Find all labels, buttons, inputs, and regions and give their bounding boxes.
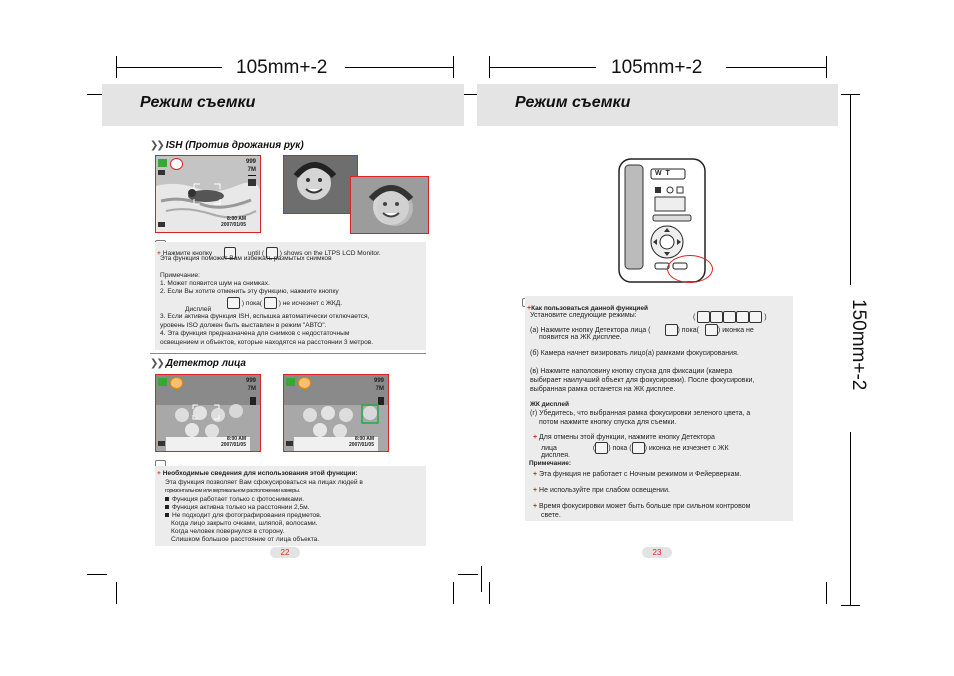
face-button-icon (665, 324, 678, 336)
remark-line: 4. Эта функция предназначена для снимков с недостаточным (160, 330, 350, 337)
dimension-line (850, 94, 851, 285)
note-text: Эта функция не работает с Ночным режимом и Фейерверкам. (539, 471, 742, 478)
page-number: 23 (642, 547, 672, 558)
page-title: Режим съемки (515, 94, 631, 111)
remark-line: освещением и объектов, которые находятся на расстоянии 3 метров. (160, 339, 374, 346)
note-text: свете. (541, 512, 561, 519)
dimension-line (726, 67, 826, 68)
mode-icons: ( ) (693, 311, 767, 323)
face-icon (705, 324, 718, 336)
ish-mode-icon (170, 158, 183, 170)
subheading: ЖК дисплей (530, 401, 569, 408)
section-heading-face: ❯❯ Детектор лица (150, 358, 246, 369)
note-text: Эта функция позволяет Вам сфокусироваться на лицах людей в (165, 479, 363, 486)
note-text: дисплея. (541, 452, 570, 459)
page-title: Режим съемки (140, 94, 256, 111)
note-text: Когда человек повернулся в сторону. (171, 528, 285, 535)
note-title: Необходимые сведения для использования этой функции: (162, 470, 358, 477)
dimension-label-left: 105mm+-2 (236, 57, 328, 78)
dimension-line (116, 67, 222, 68)
bullet-text: Не подходит для фотографирования предметов. (172, 512, 322, 519)
note-text: (а) Нажмите кнопку Детектора лица ( (530, 326, 651, 334)
note-text: Время фокусировки может быть больше при сильном контровом (539, 503, 751, 510)
dimension-label-right: 105mm+-2 (611, 57, 703, 78)
bullet-text: Функция активна только на расстоянии 2,5м. (172, 504, 310, 511)
ish-note-panel: + Нажмите кнопку until ( ) shows on the LTPS LCD Monitor. Эта функция поможет Вам избежать размытых снимков Примечание: 1. Может появится шум на снимках. 2. Если Вы хотите отменить эту функцию, нажмите кнопку ) пока( ) не исчезнет с ЖКД. Дисплей 3. Если активна функция ISH, вспышка автоматически отключается, уровень ISO должен быть выставлен в режим "АВТО". 4. Эта функция предназначена для снимков с недостаточным освещением и объектов, которые находятся на расстоянии 3 метров. (155, 242, 426, 350)
auto-mode-icon (697, 311, 710, 323)
note-text: появится на ЖК дисплее. (539, 334, 622, 341)
note-text: Для отмены этой функции, нажмите кнопку Детектора (539, 434, 715, 441)
lcd-screenshot-ish (155, 155, 261, 233)
face-usage-note-panel: +Как пользоваться данной функцией Установите следующие режимы: ( ) (а) Нажмите кнопку Детектора лица ( ) пока( ) иконка не появится на ЖК дисплее. (б) Камера начнет визировать лицо(а) рамками фокусирования. (в) Нажмите наполовину кнопку спуска для фиксации (камера выбирает наилучший объект для фокусировки). После фокусировки, выбранная рамка останется на ЖК дисплее. ЖК дисплей (г) Убедитесь, что выбранная рамка фокусировки зеленого цвета, а потом нажмите кнопку спуска для съемки. + Для отмены этой функции, нажмите кнопку Детектора лица ( ) пока ( ) иконка не изчезнет с ЖК дисплея. Примечание: + Эта функция не работает с Ночным режимом и Фейерверкам. + Не используйте при слабом освещении. + Время фокусировки может быть больше при сильном контровом свете. (525, 296, 793, 521)
lcd-time: 8:00 AM (355, 436, 374, 442)
crop-mark (87, 574, 107, 575)
page-number: 22 (270, 547, 300, 558)
note-title: Как пользоваться данной функцией (531, 305, 648, 312)
bullet-text: Функция работает только с фотоснимками. (172, 496, 305, 503)
lcd-screenshot-face-search (155, 374, 261, 452)
note-text: (г) Убедитесь, что выбранная рамка фокусировки зеленого цвета, а (530, 410, 751, 417)
camera-back-diagram (615, 157, 709, 284)
face-note-panel: + Необходимые сведения для использования этой функции: Эта функция позволяет Вам сфокусироваться на лицах людей в горизонтальном или вертикальном расположении камеры. Функция работает только с фотоснимками. Функция активна только на расстоянии 2,5м. Не подходит для фотографирования предметов. Когда лицо закрыто очками, шляпой, волосами. Когда человек повернулся в сторону. Слишком большое расстояние от лица объекта. (155, 466, 426, 546)
highlight-circle-face-button (667, 255, 713, 283)
crop-mark (826, 582, 827, 604)
section-heading-ish: ❯❯ ISH (Против дрожания рук) (150, 140, 304, 151)
remark-title: Примечание: (160, 272, 200, 279)
resolution: 7M (375, 386, 384, 392)
chevron-double-icon: ❯❯ (150, 358, 163, 369)
face-button-icon (595, 442, 608, 454)
lcd-screenshot-face-locked (283, 374, 389, 452)
note-text: потом нажмите кнопку спуска для съемки. (539, 419, 677, 426)
crop-mark (826, 56, 827, 78)
face-button-icon (227, 297, 240, 309)
note-text: Слишком большое расстояние от лица объекта. (171, 536, 320, 543)
page-header-left (102, 84, 464, 126)
note-text: Не используйте при слабом освещении. (539, 487, 670, 494)
remark-line: 2. Если Вы хотите отменить эту функцию, нажмите кнопку (160, 288, 339, 295)
dimension-line (345, 67, 453, 68)
bullet-icon (165, 513, 169, 517)
remark-line: 1. Может появится шум на снимках. (160, 280, 270, 287)
note-text: горизонтальном или вертикальном расположении камеры. (165, 488, 300, 494)
note-text: Когда лицо закрыто очками, шляпой, волосами. (171, 520, 318, 527)
note-text: выбранная рамка останется на ЖК дисплее. (530, 386, 676, 393)
crop-mark (453, 56, 454, 78)
divider (150, 353, 426, 354)
ish-icon (264, 297, 277, 309)
page-header-right (477, 84, 838, 126)
crop-mark (453, 582, 454, 604)
program-mode-icon (710, 311, 723, 323)
scene-mode-icon (736, 311, 749, 323)
shots-remaining: 999 (245, 378, 256, 384)
crop-mark (489, 582, 490, 604)
remark-line: Дисплей (185, 306, 212, 313)
dimension-line (489, 67, 596, 68)
portrait-mode-icon (723, 311, 736, 323)
photo-sharp-girl (350, 176, 429, 234)
note-text: выбирает наилучший объект для фокусировки). После фокусировки, (530, 377, 755, 384)
chevron-double-icon: ❯❯ (150, 140, 163, 151)
lcd-time: 8:00 AM (227, 436, 246, 442)
remark-line: уровень ISO должен быть выставлен в режим "АВТО". (160, 322, 327, 329)
crop-mark (458, 574, 478, 575)
note-text: (в) Нажмите наполовину кнопку спуска для фиксации (камера (530, 368, 733, 375)
remark-title: Примечание: (529, 460, 571, 467)
bullet-icon (165, 497, 169, 501)
note-text: Установите следующие режимы: (530, 312, 637, 319)
note-text: Эта функция поможет Вам избежать размытых снимков (160, 255, 332, 262)
shots-remaining: 999 (373, 378, 384, 384)
resolution: 7M (247, 167, 256, 173)
resolution: 7M (247, 386, 256, 392)
lcd-date: 2007/01/05 (220, 442, 246, 448)
lcd-date: 2007/01/05 (220, 222, 246, 228)
note-text: (б) Камера начнет визировать лицо(а) рамками фокусирования. (530, 350, 739, 357)
lcd-date: 2007/01/05 (348, 442, 374, 448)
dimension-line (850, 432, 851, 605)
crop-mark (116, 582, 117, 604)
face-detect-icon (298, 377, 311, 389)
face-mode-icon (749, 311, 762, 323)
zoom-wt-label: W T (655, 170, 671, 177)
photo-blurred-girl (283, 155, 358, 214)
lcd-time: 8:00 AM (227, 216, 246, 222)
crop-mark (481, 566, 482, 592)
note-text: Нажмите кнопку (162, 249, 213, 257)
bullet-icon (165, 505, 169, 509)
face-icon (632, 442, 645, 454)
remark-line: 3. Если активна функция ISH, вспышка автоматически отключается, (160, 313, 370, 320)
face-detect-icon (170, 377, 183, 389)
crop-mark (841, 605, 860, 606)
shots-remaining: 999 (245, 159, 256, 165)
dimension-label-side: 150mm+-2 (848, 299, 869, 391)
